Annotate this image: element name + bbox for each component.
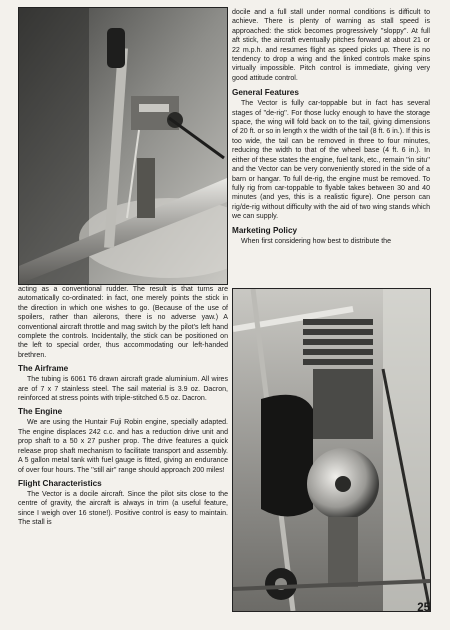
general-features-paragraph: The Vector is fully car-toppable but in fact has several stages of ''de-rig''. For those lucky enough to have the storage space, the wing will fold back on to the tail, giving dimensions of 20 ft. or so in length x the width of the tail (8 ft. 6 in.). If this is too wide, the tail can be removed in three to four minutes, reducing the width to that of the wheel base (4 ft. 6 in.). In either of these states the engine, fuel tank, etc., remain ''in situ'' and the Vector can be very conveniently stored in the side of a barn or hangar. To full de-rig, the engine must be removed. To fully rig from car-toppable to flyable takes between 30 and 40 minutes (and yes, this is a realistic figure). One person can rig/de-rig without difficulty with the aid of two wing stands which we can supply. xyxy=(232,100,430,221)
left-column-text xyxy=(18,285,228,528)
rudder-paragraph: acting as a conventional rudder. The result is that turns are automatically co-ordinated: in fact, one merely points the stick in the direction in which one wishes to go. (Because of the use of spoilers, rather than ailerons, there is no adverse yaw.) A conventional aircraft throttle and mag switch by the pilot's left hand complete the controls. Incidentally, the stick can be positioned on the left to special order, thus accommodating our left-handed brethren. xyxy=(18,286,228,359)
stall-continuation-paragraph: docile and a full stall under normal conditions is difficult to achieve. There is plenty of warning as stall speed is approached: the stick becomes progressively ''sloppy''. At full aft stick, the aircraft eventually pitches forward at about 21 or 22 m.p.h. and resumes flight as speed picks up. There is no tendency to drop a wing and the linked controls make spins virtually impossible. Pitch control is immediate, giving very good attitude control. xyxy=(232,9,430,82)
page-number: 25 xyxy=(417,602,430,614)
marketing-policy-paragraph: When first considering how best to distribute the xyxy=(241,237,392,245)
engine-paragraph: We are using the Huntair Fuji Robin engine, specially adapted. The engine displaces 242 c.c. and has a reduction drive unit and prop shaft to a 50 x 27 pusher prop. The drive features a quick release prop shaft mechanism to facilitate transport and assembly. A 5 gallon metal tank with fuel gauge is fitted, giving an endurance of over four hours. The ''still air'' range should approach 200 miles! xyxy=(18,419,228,474)
flight-characteristics-paragraph: The Vector is a docile aircraft. Since the pilot sits close to the centre of gravity, the aircraft is always in trim (a useful feature, since I weigh over 16 stone!). Positive control is easy to maintain. The stall is xyxy=(18,490,228,527)
engine-photo xyxy=(232,288,431,612)
engine-heading: The Engine xyxy=(18,407,63,417)
general-features-heading: General Features xyxy=(232,88,299,98)
right-column-text xyxy=(232,8,430,246)
marketing-policy-heading: Marketing Policy xyxy=(232,225,298,235)
airframe-paragraph: The tubing is 6061 T6 drawn aircraft grade aluminium. All wires are of 7 x 7 stainless steel. The sail material is 3.9 oz. Dacron, reinforced at stress points with triple-stitched 6.5 oz. Dacron. xyxy=(18,376,228,403)
control-stick-photo xyxy=(18,7,228,285)
flight-characteristics-heading: Flight Characteristics xyxy=(18,478,102,488)
airframe-heading: The Airframe xyxy=(18,364,69,374)
